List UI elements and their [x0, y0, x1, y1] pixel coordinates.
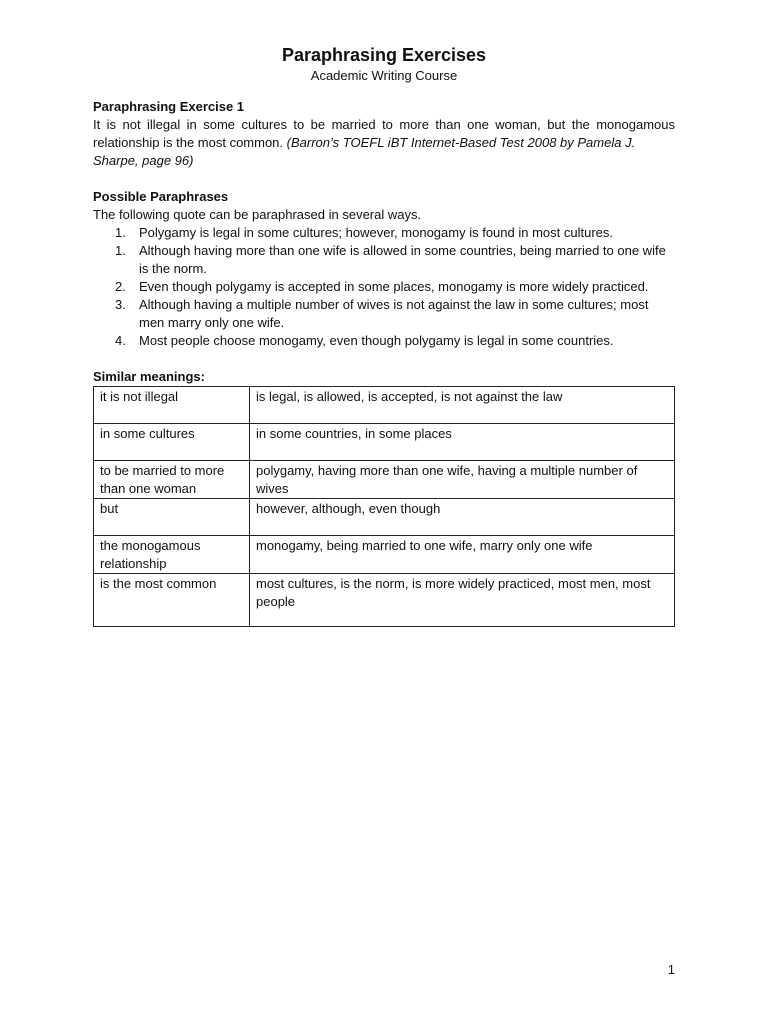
similar-meanings-heading: Similar meanings: [93, 369, 205, 384]
term-cell: it is not illegal [94, 387, 250, 424]
term-cell: in some cultures [94, 424, 250, 461]
exercise-heading: Paraphrasing Exercise 1 [93, 99, 245, 114]
spacer [93, 170, 675, 188]
list-item [93, 242, 675, 278]
table-row [94, 536, 675, 574]
list-number: 4. [115, 333, 126, 348]
similar-meanings-table [93, 386, 675, 627]
document-subtitle: Academic Writing Course [310, 68, 458, 83]
list-text: Even though polygamy is accepted in some places, monogamy is more widely practiced. [139, 279, 649, 294]
meanings-cell: monogamy, being married to one wife, marry only one wife [250, 536, 675, 574]
table-row [94, 499, 675, 536]
paraphrase-intro: The following quote can be paraphrased in several ways. [93, 207, 422, 222]
list-item [93, 278, 675, 296]
meanings-cell: most cultures, is the norm, is more widely practiced, most men, most people [250, 574, 675, 627]
meanings-cell: however, although, even though [250, 499, 675, 536]
list-text: Most people choose monogamy, even though polygamy is legal in some countries. [139, 333, 614, 348]
term-cell: but [94, 499, 250, 536]
list-item [93, 224, 675, 242]
quote-text: It is not illegal in some cultures to be married to more than one woman, but the monogamous relationship is the most common. [93, 117, 675, 150]
citation-line-1: (Barron’s TOEFL iBT Internet-Based Test 2008 by Pamela J. [286, 135, 636, 150]
document-body [93, 98, 675, 627]
list-text: Although having a multiple number of wives is not against the law in some cultures; most men marry only one wife. [139, 297, 649, 330]
list-number: 3. [115, 297, 126, 312]
table-row [94, 461, 675, 499]
list-text: Polygamy is legal in some cultures; however, monogamy is found in most cultures. [139, 225, 613, 240]
meanings-cell: is legal, is allowed, is accepted, is not against the law [250, 387, 675, 424]
table-row [94, 574, 675, 627]
possible-paraphrases-heading: Possible Paraphrases [93, 189, 229, 204]
table-row [94, 387, 675, 424]
term-cell: the monogamous relationship [94, 536, 250, 574]
list-number: 2. [115, 279, 126, 294]
list-number: 1. [115, 243, 126, 258]
page-number: 1 [667, 962, 675, 977]
exercise-quote [93, 116, 675, 152]
list-item [93, 296, 675, 332]
citation-line-2: Sharpe, page 96) [93, 153, 194, 168]
table-row [94, 424, 675, 461]
document-title: Paraphrasing Exercises [281, 45, 487, 65]
term-cell: is the most common [94, 574, 250, 627]
list-number: 1. [115, 225, 126, 240]
meanings-cell: polygamy, having more than one wife, having a multiple number of wives [250, 461, 675, 499]
spacer [93, 350, 675, 368]
meanings-cell: in some countries, in some places [250, 424, 675, 461]
list-item [93, 332, 675, 350]
term-cell: to be married to more than one woman [94, 461, 250, 499]
paraphrase-list [93, 224, 675, 350]
list-text: Although having more than one wife is allowed in some countries, being married to one wife is the norm. [139, 243, 666, 276]
